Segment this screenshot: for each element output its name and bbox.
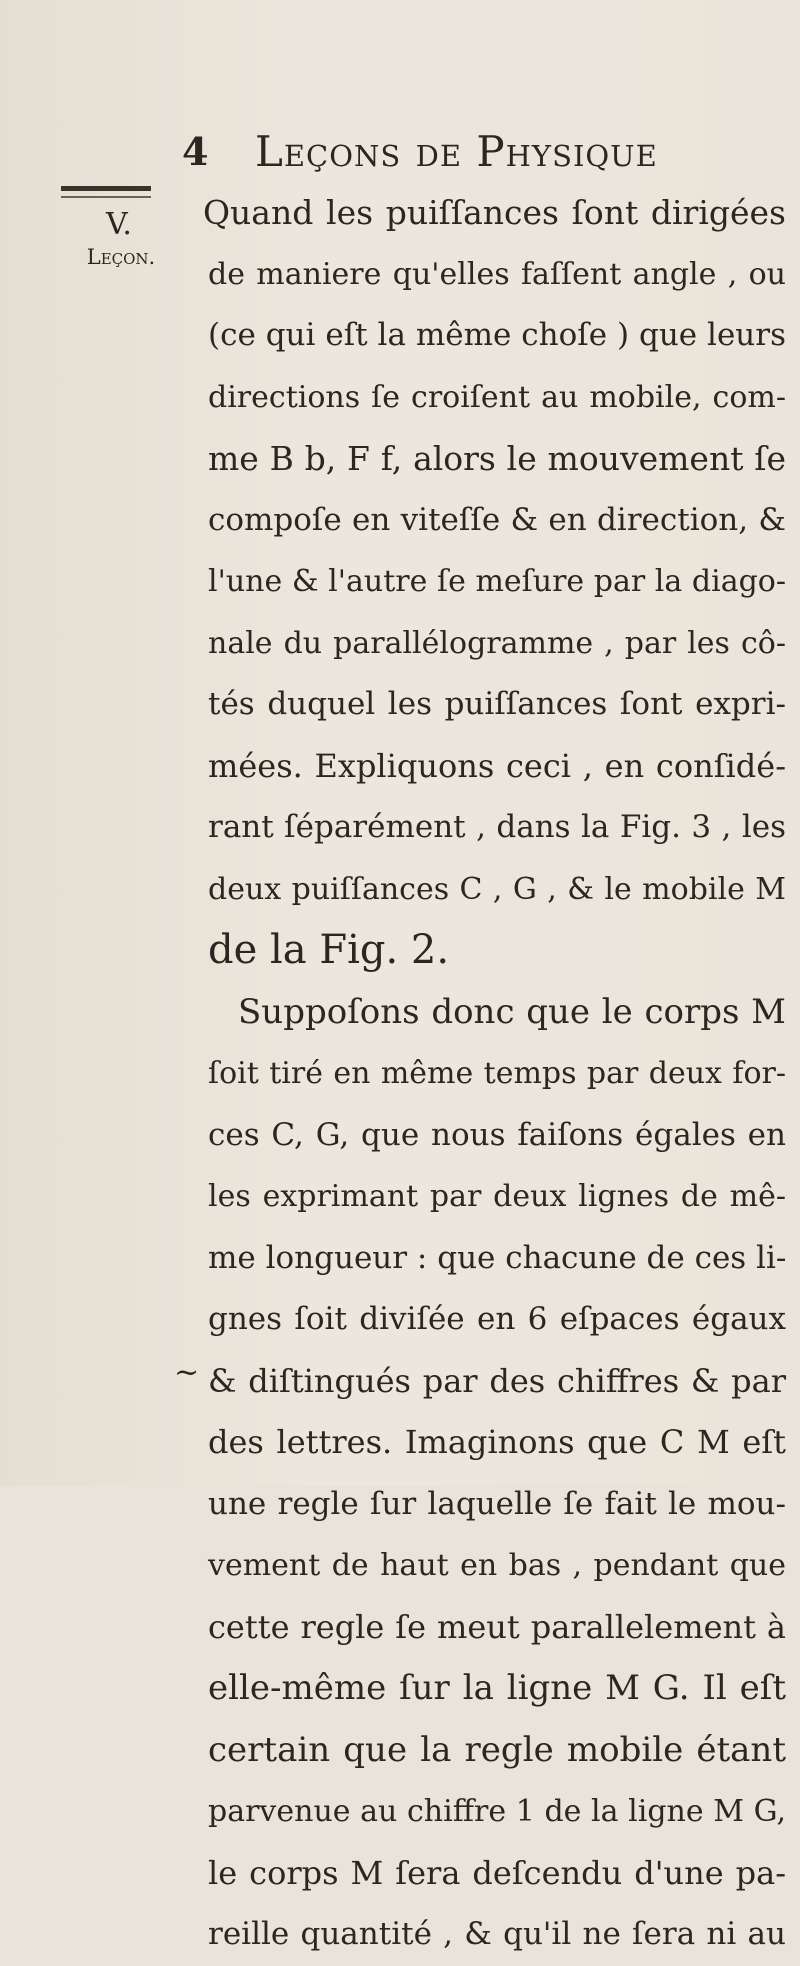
text-line: me B b, F f, alors le mouvement ſe xyxy=(208,439,786,478)
text-line: cette regle ſe meut parallelement à xyxy=(208,1607,786,1646)
body-text xyxy=(203,182,787,1966)
text-line: ces C, G, que nous faiſons égales en xyxy=(208,1116,786,1153)
text-line: reille quantité , & qu'il ne ſera ni au xyxy=(208,1916,786,1952)
text-line: parvenue au chiffre 1 de la ligne M G, xyxy=(208,1794,786,1829)
text-line: des lettres. Imaginons que C M eſt xyxy=(208,1423,786,1461)
stray-mark: ~ xyxy=(174,1355,200,1390)
margin-rule-thick xyxy=(61,186,151,191)
paragraph-1 xyxy=(203,182,786,982)
text-line: compoſe en viteſſe & en direction, & xyxy=(208,501,786,538)
text-line: ſoit tiré en même temps par deux for- xyxy=(208,1056,786,1091)
text-line: nale du parallélogramme , par les cô- xyxy=(208,625,786,661)
margin-note xyxy=(66,207,176,272)
text-line: les exprimant par deux lignes de mê- xyxy=(208,1179,786,1214)
text-line: de la Fig. 2. xyxy=(208,927,450,973)
text-line: (ce qui eſt la même choſe ) que leurs xyxy=(208,317,786,353)
text-line: rant ſéparément , dans la Fig. 3 , les xyxy=(208,809,786,845)
section-number: V. xyxy=(106,207,132,242)
text-line: une regle ſur laquelle ſe fait le mou- xyxy=(208,1485,786,1522)
page-header xyxy=(0,122,800,182)
text-line: & diſtingués par des chiffres & par xyxy=(208,1361,786,1400)
section-label: Leçon. xyxy=(86,245,156,269)
running-title: Leçons de Physique xyxy=(255,127,658,176)
text-line: certain que la regle mobile étant xyxy=(208,1729,786,1770)
text-line: elle-même ſur la ligne M G. Il eſt xyxy=(208,1668,786,1708)
text-line: gnes ſoit diviſée en 6 eſpaces égaux xyxy=(208,1301,786,1337)
text-line: le corps M ſera deſcendu d'une pa- xyxy=(208,1853,786,1892)
paragraph-2 xyxy=(208,982,786,1966)
page-number: 4 xyxy=(182,129,209,174)
text-line: deux puiſſances C , G , & le mobile M xyxy=(208,871,786,907)
text-line: mées. Expliquons ceci , en conſidé- xyxy=(208,746,786,785)
text-line: l'une & l'autre ſe meſure par la diago- xyxy=(208,564,786,599)
text-line: Suppoſons donc que le corps M xyxy=(238,991,786,1032)
text-line: tés duquel les puiſſances ſont expri- xyxy=(208,686,786,722)
text-line: me longueur : que chacune de ces li- xyxy=(208,1239,787,1276)
text-line: vement de haut en bas , pendant que xyxy=(208,1548,786,1583)
text-line: Quand les puiſſances ſont dirigées xyxy=(203,193,786,232)
margin-rule-thin xyxy=(61,196,151,198)
text-line: de maniere qu'elles faſſent angle , ou xyxy=(208,256,786,292)
text-line: directions ſe croiſent au mobile, com- xyxy=(208,379,786,415)
